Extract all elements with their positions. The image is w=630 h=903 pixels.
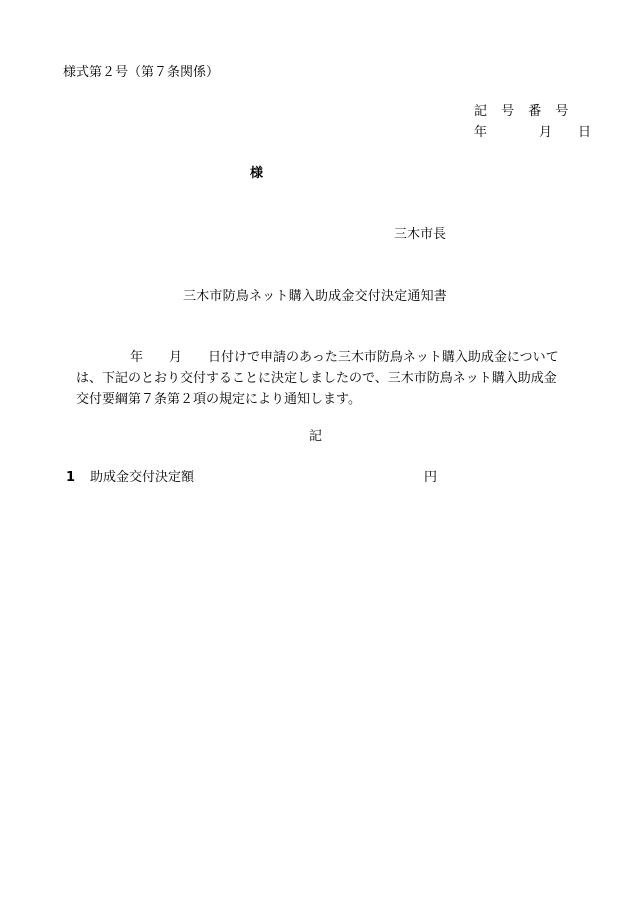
body-paragraph	[76, 347, 586, 410]
body-line-1	[76, 347, 586, 368]
body-line-2: は、下記のとおり交付することに決定しましたので、三木市防鳥ネット購入助成金	[76, 371, 557, 386]
body-month-label: 月	[169, 350, 183, 365]
body-line-3: 交付要綱第７条第２項の規定により通知します。	[76, 392, 361, 407]
date-month-label: 月	[539, 125, 553, 140]
document-title: 三木市防鳥ネット購入助成金交付決定通知書	[182, 289, 447, 304]
date-year-label: 年	[474, 125, 488, 140]
item-unit: 円	[424, 470, 438, 485]
item-label: 助成金交付決定額	[90, 470, 195, 485]
ki-heading: 記	[309, 429, 323, 444]
body-line-1-text: 日付けで申請のあった三木市防鳥ネット購入助成金について	[208, 350, 559, 365]
addressee-suffix: 様	[250, 166, 264, 181]
form-label: 様式第２号（第７条関係）	[63, 65, 220, 80]
date-day-label: 日	[578, 125, 592, 140]
document-number-label: 記 号 番 号	[474, 104, 574, 119]
document-date	[474, 125, 591, 141]
issuer-name: 三木市長	[394, 227, 447, 242]
item-number: 1	[66, 470, 76, 485]
body-year-label: 年	[130, 350, 144, 365]
